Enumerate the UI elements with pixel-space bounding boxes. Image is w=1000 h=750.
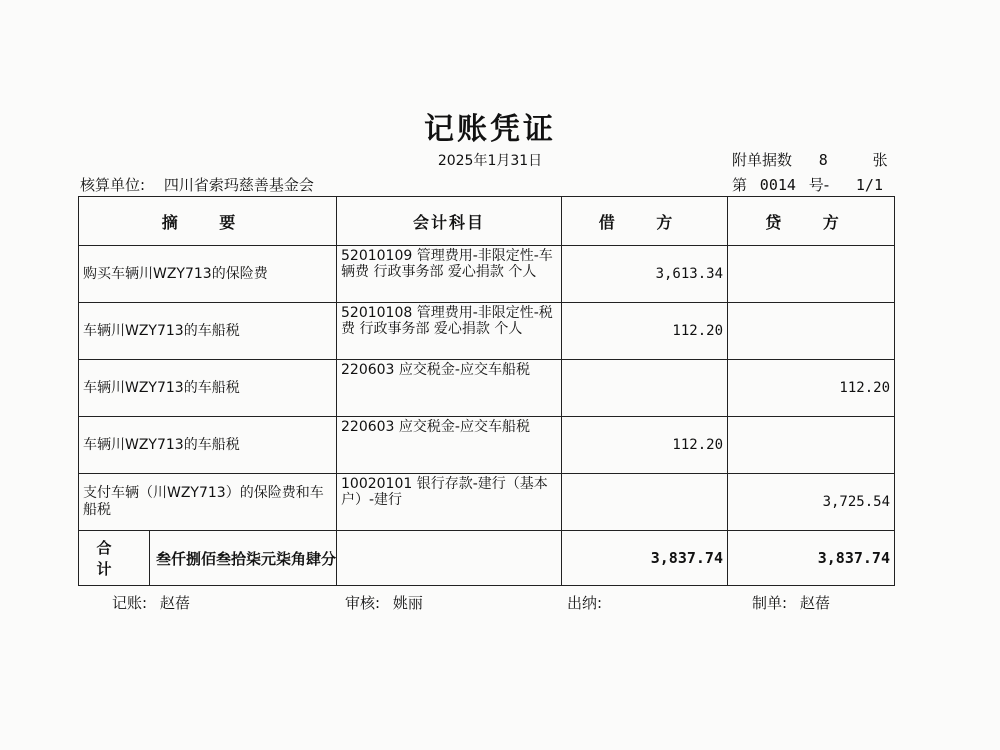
row-credit (728, 417, 895, 474)
total-account-blank (337, 531, 562, 586)
accounting-unit-name: 四川省索玛慈善基金会 (163, 176, 314, 194)
row-account: 52010108 管理费用-非限定性-税费 行政事务部 爱心捐款 个人 (337, 303, 562, 360)
voucher-number-value: 0014 (759, 176, 796, 194)
table-row (79, 360, 895, 417)
voucher-title: 记账凭证 (424, 112, 556, 147)
preparer-label: 制单: (752, 594, 788, 612)
voucher-page: 1/1 (855, 176, 883, 194)
accounting-unit-label: 核算单位: (80, 176, 146, 194)
cashier-label: 出纳: (567, 594, 603, 612)
total-debit: 3,837.74 (562, 531, 728, 586)
row-account: 10020101 银行存款-建行（基本户）-建行 (337, 474, 562, 531)
preparer-signature (752, 592, 830, 613)
row-summary: 车辆川WZY713的车船税 (79, 417, 337, 474)
row-debit: 112.20 (562, 417, 728, 474)
attachments-number: 8 (818, 151, 828, 169)
voucher-number-prefix: 第 (732, 176, 748, 194)
row-summary: 车辆川WZY713的车船税 (79, 303, 337, 360)
voucher-date: 2025年1月31日 (437, 153, 543, 169)
total-amount-words: 叁仟捌佰叁拾柒元柒角肆分 (155, 549, 336, 568)
row-debit: 112.20 (562, 303, 728, 360)
accounting-unit (80, 174, 314, 195)
voucher-number (732, 174, 883, 195)
row-credit: 3,725.54 (728, 474, 895, 531)
voucher-number-suffix: 号- (808, 176, 830, 194)
row-summary: 车辆川WZY713的车船税 (79, 360, 337, 417)
row-debit: 3,613.34 (562, 246, 728, 303)
total-row (79, 531, 895, 586)
table-row (79, 303, 895, 360)
attachments-unit: 张 (872, 151, 888, 169)
table-row (79, 474, 895, 531)
header-account: 会计科目 (337, 197, 562, 246)
total-label: 合 计 (79, 531, 150, 585)
bookkeeper-label: 记账: (112, 594, 148, 612)
row-debit (562, 360, 728, 417)
table-row (79, 246, 895, 303)
row-debit (562, 474, 728, 531)
row-account: 52010109 管理费用-非限定性-车辆费 行政事务部 爱心捐款 个人 (337, 246, 562, 303)
row-account: 220603 应交税金-应交车船税 (337, 360, 562, 417)
total-credit: 3,837.74 (728, 531, 895, 586)
row-credit (728, 303, 895, 360)
row-summary: 支付车辆（川WZY713）的保险费和车船税 (79, 474, 337, 531)
table-row (79, 417, 895, 474)
row-credit: 112.20 (728, 360, 895, 417)
cashier-signature (567, 592, 610, 613)
attachments-count (732, 149, 888, 170)
reviewer-label: 审核: (345, 594, 381, 612)
row-summary: 购买车辆川WZY713的保险费 (79, 246, 337, 303)
row-credit (728, 246, 895, 303)
row-account: 220603 应交税金-应交车船税 (337, 417, 562, 474)
header-summary: 摘 要 (79, 197, 337, 246)
total-cell (79, 531, 337, 586)
header-debit: 借 方 (562, 197, 728, 246)
voucher-table (78, 196, 895, 586)
bookkeeper-name: 赵蓓 (159, 594, 190, 612)
header-credit: 贷 方 (728, 197, 895, 246)
preparer-name: 赵蓓 (799, 594, 830, 612)
reviewer-signature (345, 592, 423, 613)
bookkeeper-signature (112, 592, 190, 613)
table-header-row (79, 197, 895, 246)
attachments-label: 附单据数 (732, 151, 793, 169)
reviewer-name: 姚丽 (392, 594, 423, 612)
